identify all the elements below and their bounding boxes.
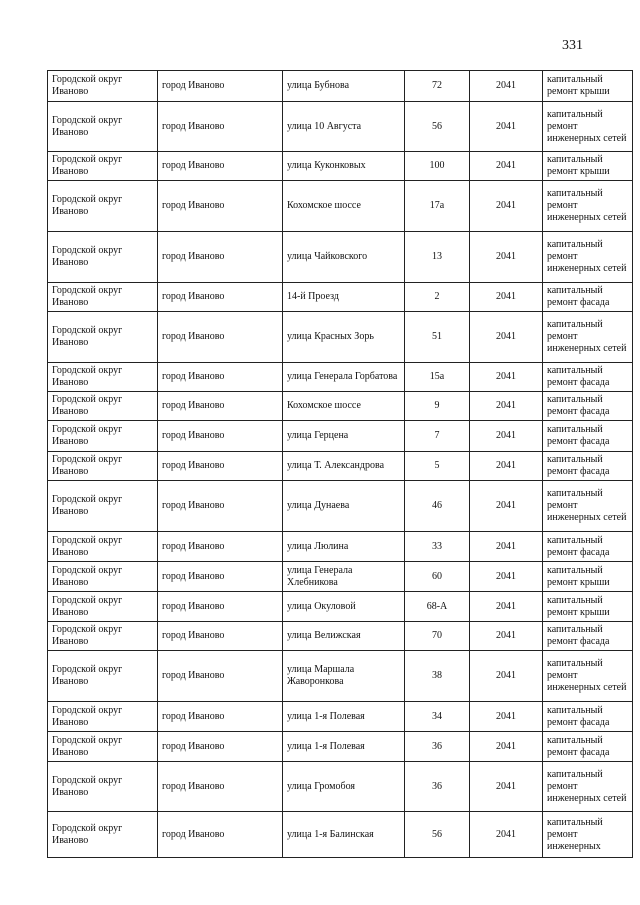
house-number-cell: 5 [405,452,470,481]
year-cell: 2041 [470,562,543,592]
house-number-cell: 36 [405,732,470,762]
year-cell: 2041 [470,152,543,181]
work-type-cell: капитальный ремонт фасада [543,732,633,762]
street-cell: 14-й Проезд [283,283,405,312]
district-cell: Городской округ Иваново [48,363,158,392]
district-cell: Городской округ Иваново [48,392,158,421]
year-cell: 2041 [470,312,543,363]
year-cell: 2041 [470,762,543,812]
work-type-cell: капитальный ремонт фасада [543,452,633,481]
year-cell: 2041 [470,283,543,312]
work-type-cell: капитальный ремонт фасада [543,363,633,392]
year-cell: 2041 [470,421,543,452]
district-cell: Городской округ Иваново [48,762,158,812]
table-row [48,762,633,812]
district-cell: Городской округ Иваново [48,283,158,312]
table-row [48,481,633,532]
city-cell: город Иваново [158,392,283,421]
year-cell: 2041 [470,102,543,152]
street-cell: улица 10 Августа [283,102,405,152]
table-row [48,651,633,702]
house-number-cell: 56 [405,102,470,152]
house-number-cell: 33 [405,532,470,562]
district-cell: Городской округ Иваново [48,562,158,592]
year-cell: 2041 [470,363,543,392]
district-cell: Городской округ Иваново [48,102,158,152]
street-cell: Кохомское шоссе [283,392,405,421]
house-number-cell: 51 [405,312,470,363]
year-cell: 2041 [470,812,543,858]
house-number-cell: 100 [405,152,470,181]
table-body [48,71,633,858]
house-number-cell: 46 [405,481,470,532]
table-row [48,562,633,592]
street-cell: улица Люлина [283,532,405,562]
house-number-cell: 17а [405,181,470,232]
work-type-cell: капитальный ремонт инженерных сетей [543,232,633,283]
street-cell: улица Бубнова [283,71,405,102]
district-cell: Городской округ Иваново [48,732,158,762]
house-number-cell: 9 [405,392,470,421]
year-cell: 2041 [470,181,543,232]
work-type-cell: капитальный ремонт крыши [543,152,633,181]
district-cell: Городской округ Иваново [48,592,158,622]
table-row [48,232,633,283]
table-row [48,152,633,181]
street-cell: улица 1-я Полевая [283,732,405,762]
table-row [48,592,633,622]
street-cell: улица Маршала Жаворонкова [283,651,405,702]
house-number-cell: 15а [405,363,470,392]
district-cell: Городской округ Иваново [48,452,158,481]
year-cell: 2041 [470,532,543,562]
work-type-cell: капитальный ремонт фасада [543,421,633,452]
year-cell: 2041 [470,592,543,622]
street-cell: улица Велижская [283,622,405,651]
table-row [48,102,633,152]
table-row [48,363,633,392]
district-cell: Городской округ Иваново [48,481,158,532]
street-cell: улица Герцена [283,421,405,452]
street-cell: улица 1-я Полевая [283,702,405,732]
house-number-cell: 2 [405,283,470,312]
work-type-cell: капитальный ремонт фасада [543,392,633,421]
year-cell: 2041 [470,732,543,762]
work-type-cell: капитальный ремонт крыши [543,71,633,102]
table-row [48,812,633,858]
table-row [48,283,633,312]
city-cell: город Иваново [158,651,283,702]
district-cell: Городской округ Иваново [48,152,158,181]
work-type-cell: капитальный ремонт инженерных сетей [543,312,633,363]
city-cell: город Иваново [158,283,283,312]
page-number: 331 [562,38,583,53]
table-row [48,312,633,363]
city-cell: город Иваново [158,592,283,622]
work-type-cell: капитальный ремонт инженерных [543,812,633,858]
street-cell: улица Т. Александрова [283,452,405,481]
table-row [48,392,633,421]
work-type-cell: капитальный ремонт фасада [543,622,633,651]
city-cell: город Иваново [158,532,283,562]
table-row [48,181,633,232]
year-cell: 2041 [470,651,543,702]
street-cell: улица Окуловой [283,592,405,622]
house-number-cell: 60 [405,562,470,592]
work-type-cell: капитальный ремонт фасада [543,532,633,562]
house-number-cell: 7 [405,421,470,452]
city-cell: город Иваново [158,363,283,392]
work-type-cell: капитальный ремонт инженерных сетей [543,651,633,702]
district-cell: Городской округ Иваново [48,651,158,702]
street-cell: улица Генерала Горбатова [283,363,405,392]
city-cell: город Иваново [158,232,283,283]
city-cell: город Иваново [158,762,283,812]
street-cell: улица Чайковского [283,232,405,283]
city-cell: город Иваново [158,152,283,181]
city-cell: город Иваново [158,481,283,532]
house-number-cell: 68-А [405,592,470,622]
house-number-cell: 34 [405,702,470,732]
street-cell: улица Дунаева [283,481,405,532]
year-cell: 2041 [470,232,543,283]
city-cell: город Иваново [158,622,283,651]
year-cell: 2041 [470,71,543,102]
work-type-cell: капитальный ремонт инженерных сетей [543,762,633,812]
work-type-cell: капитальный ремонт инженерных сетей [543,102,633,152]
house-number-cell: 38 [405,651,470,702]
street-cell: улица 1-я Балинская [283,812,405,858]
district-cell: Городской округ Иваново [48,622,158,651]
city-cell: город Иваново [158,102,283,152]
work-type-cell: капитальный ремонт фасада [543,702,633,732]
city-cell: город Иваново [158,181,283,232]
table-row [48,452,633,481]
district-cell: Городской округ Иваново [48,421,158,452]
street-cell: Кохомское шоссе [283,181,405,232]
table-row [48,622,633,651]
year-cell: 2041 [470,622,543,651]
street-cell: улица Громобоя [283,762,405,812]
table-row [48,71,633,102]
year-cell: 2041 [470,702,543,732]
year-cell: 2041 [470,452,543,481]
table-row [48,532,633,562]
work-type-cell: капитальный ремонт инженерных сетей [543,481,633,532]
city-cell: город Иваново [158,812,283,858]
city-cell: город Иваново [158,562,283,592]
table-row [48,421,633,452]
table-row [48,702,633,732]
city-cell: город Иваново [158,71,283,102]
house-number-cell: 13 [405,232,470,283]
district-cell: Городской округ Иваново [48,232,158,283]
house-number-cell: 72 [405,71,470,102]
street-cell: улица Красных Зорь [283,312,405,363]
work-type-cell: капитальный ремонт фасада [543,283,633,312]
district-cell: Городской округ Иваново [48,702,158,732]
work-type-cell: капитальный ремонт крыши [543,592,633,622]
work-type-cell: капитальный ремонт крыши [543,562,633,592]
table-row [48,732,633,762]
city-cell: город Иваново [158,702,283,732]
house-number-cell: 56 [405,812,470,858]
year-cell: 2041 [470,392,543,421]
street-cell: улица Генерала Хлебникова [283,562,405,592]
repair-schedule-table [47,70,633,858]
city-cell: город Иваново [158,452,283,481]
district-cell: Городской округ Иваново [48,812,158,858]
city-cell: город Иваново [158,312,283,363]
city-cell: город Иваново [158,732,283,762]
year-cell: 2041 [470,481,543,532]
district-cell: Городской округ Иваново [48,312,158,363]
work-type-cell: капитальный ремонт инженерных сетей [543,181,633,232]
house-number-cell: 70 [405,622,470,651]
district-cell: Городской округ Иваново [48,71,158,102]
city-cell: город Иваново [158,421,283,452]
street-cell: улица Куконковых [283,152,405,181]
district-cell: Городской округ Иваново [48,181,158,232]
house-number-cell: 36 [405,762,470,812]
district-cell: Городской округ Иваново [48,532,158,562]
